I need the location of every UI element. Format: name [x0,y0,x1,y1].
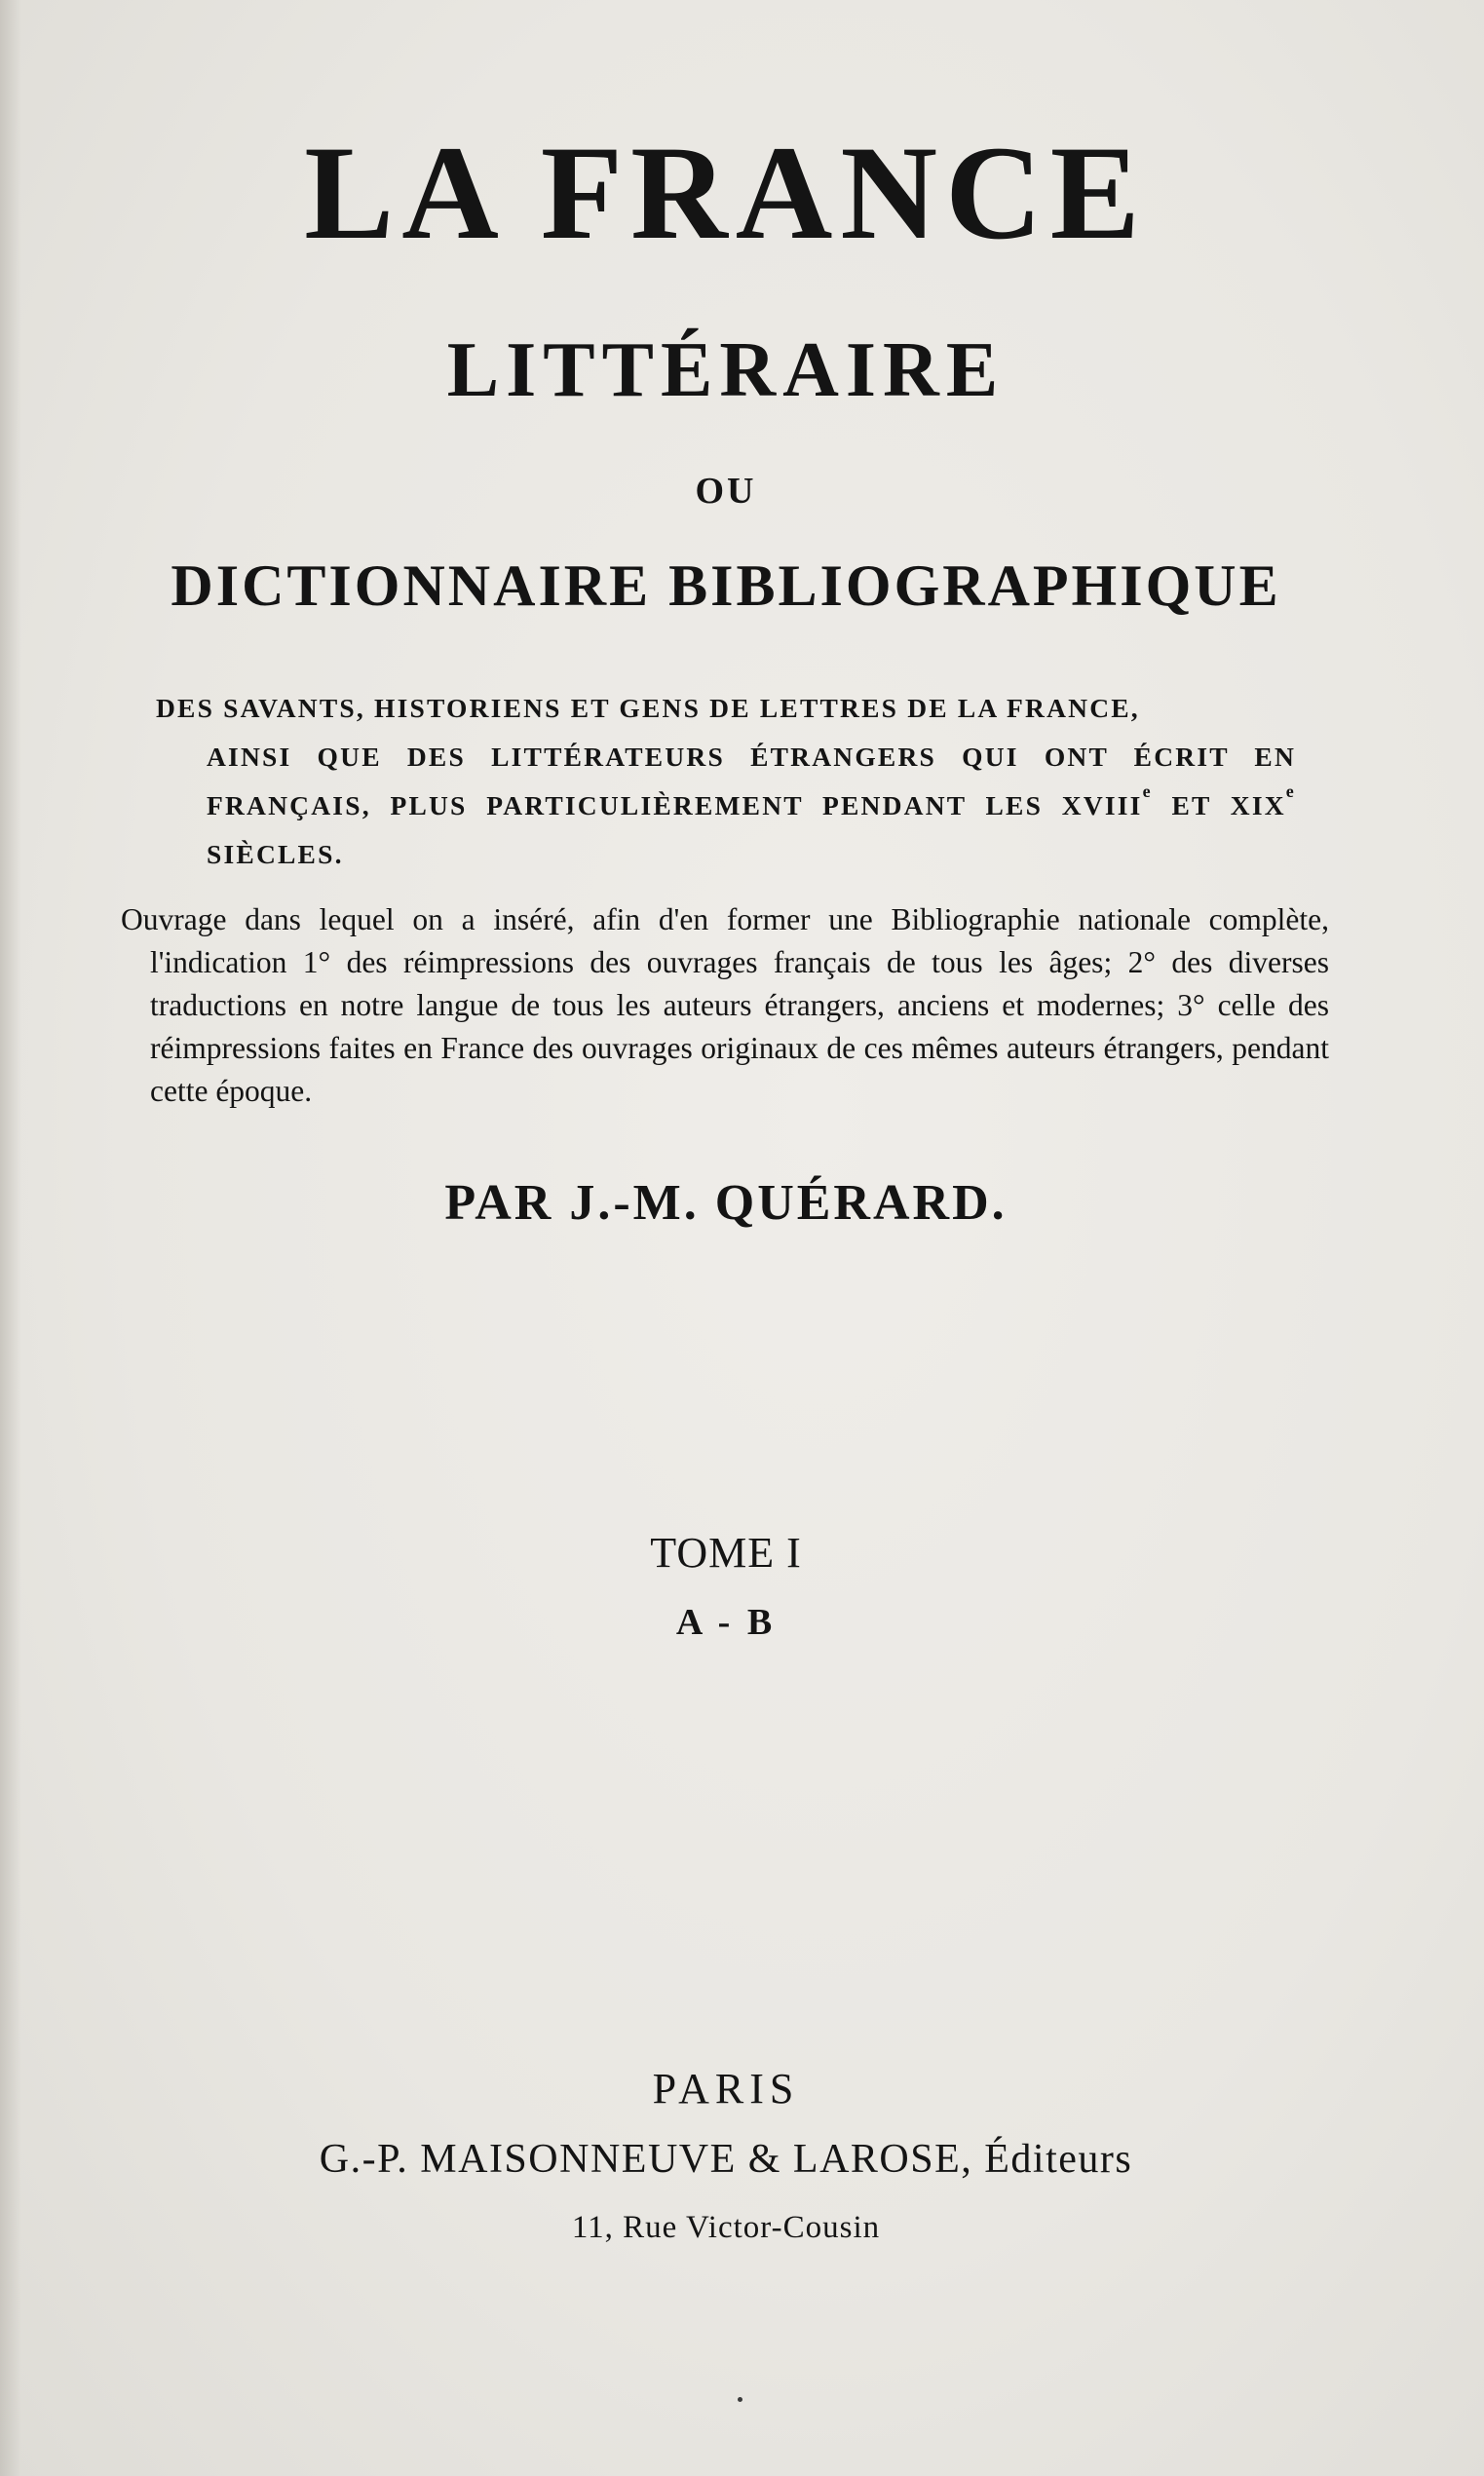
paper-speck [738,2397,742,2402]
imprint-city: PARIS [652,2065,800,2113]
alternate-title: DICTIONNAIRE BIBLIOGRAPHIQUE [171,553,1281,618]
volume-range: A - B [675,1602,777,1643]
superscript-e: e [1285,781,1296,801]
subtitle-line-3-end: ET [1152,790,1212,820]
subtitle-line-1: DES SAVANTS, HISTORIENS ET GENS DE LETTRES DE LA FRANCE, [156,693,1140,723]
subtitle-lines-2-4 [156,733,1296,879]
subtitle-line-3 [207,781,1212,820]
superscript-e: e [1142,781,1153,801]
book-title: LA FRANCE [304,118,1148,267]
imprint-address: 11, Rue Victor-Cousin [571,2210,881,2245]
description-first-line: Ouvrage dans lequel on a inséré, afin d'en former une Bibliographie nationale complète, [121,902,1329,936]
book-title-continuation: LITTÉRAIRE [446,327,1006,413]
subtitle-block [156,684,1296,879]
author-line: PAR J.-M. QUÉRARD. [444,1175,1008,1231]
subtitle-line-2: AINSI QUE DES LITTÉRATEURS ÉTRANGERS QUI ONT ÉCRIT EN [207,742,1296,772]
subtitle-line-3-text: FRANÇAIS, PLUS PARTICULIÈREMENT PENDANT LES XVIII [207,790,1143,820]
subtitle-line-4-text: XIX [1230,790,1286,820]
title-conjunction: OU [695,471,757,512]
volume-number: TOME I [650,1529,802,1577]
imprint-publisher: G.-P. MAISONNEUVE & LAROSE, Éditeurs [319,2137,1133,2182]
description-body: l'indication 1° des réimpressions des ouvrages français de tous les âges; 2° des diverses traductions en notre langue de tous les auteurs étrangers, anciens et modernes; 3° celle des réimpressions faites en France des ouvrages originaux de ces mêmes auteurs étrangers, pendant cette époque. [150,945,1329,1108]
description-paragraph [121,898,1329,1113]
subtitle-line-4-end: SIÈCLES. [207,839,344,869]
